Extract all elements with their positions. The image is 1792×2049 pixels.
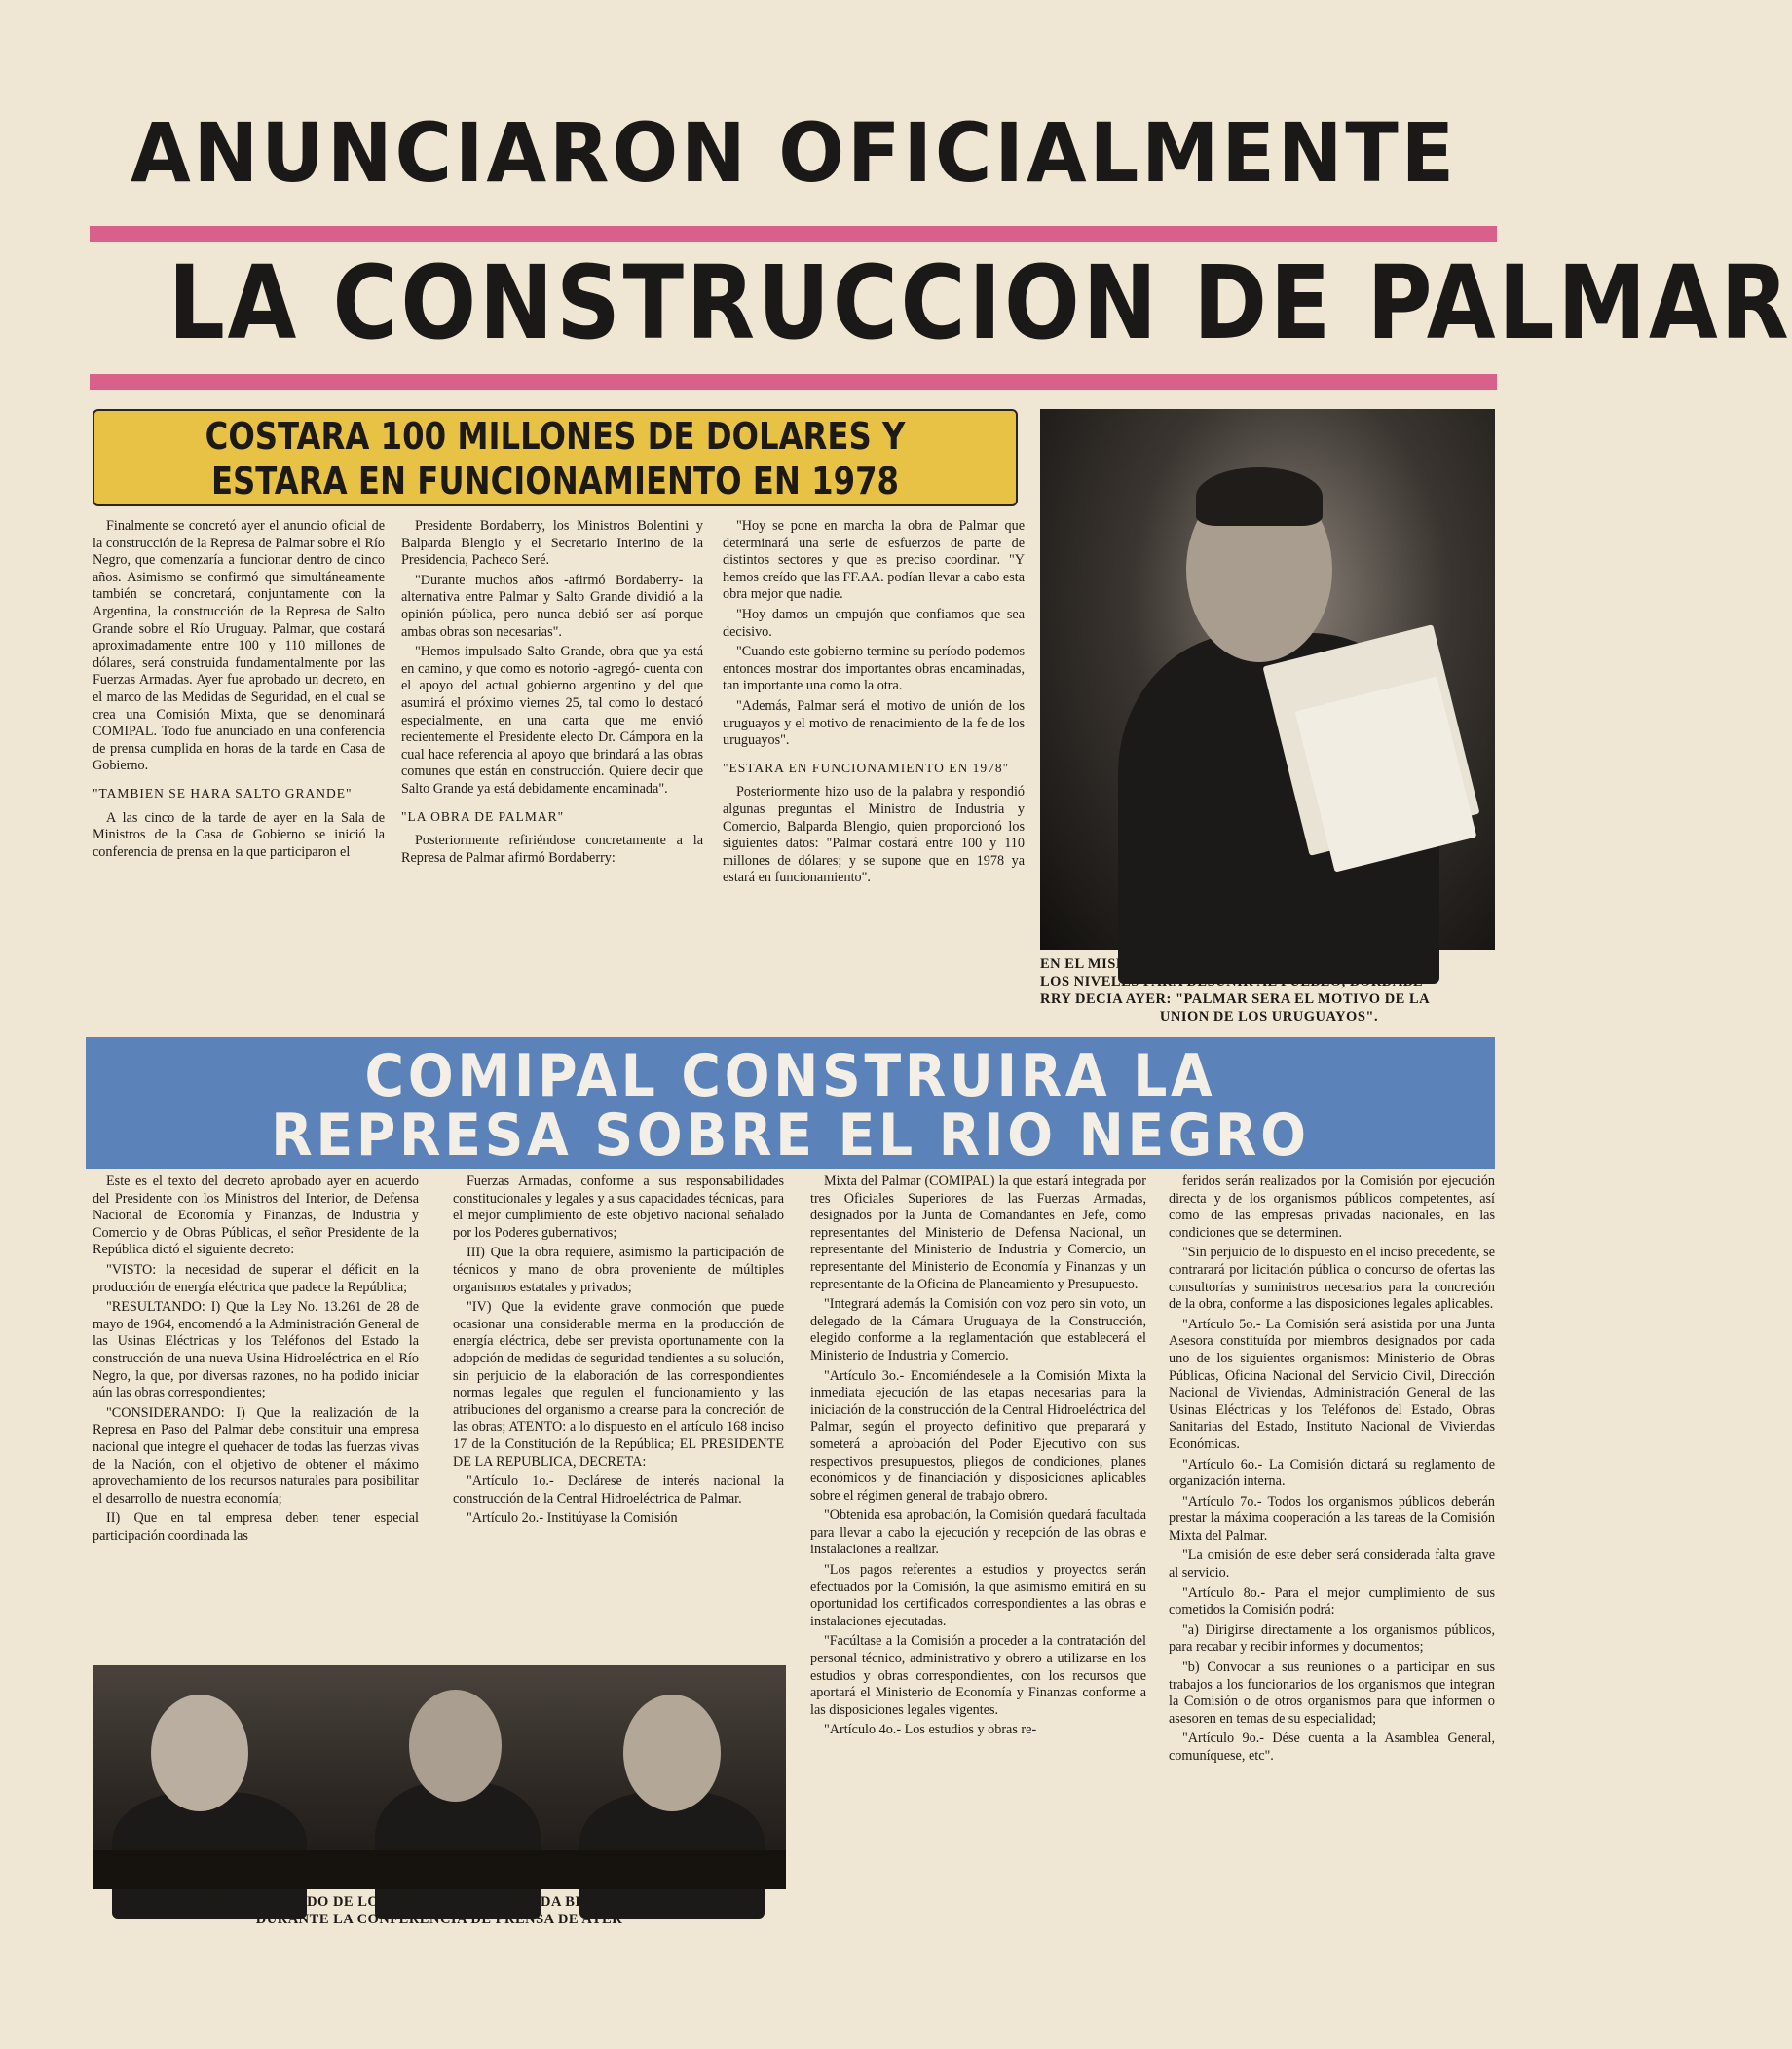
paragraph: "Artículo 3o.- Encomiéndesele a la Comisión Mixta la inmediata ejecución de las etapas necesarias para la iniciación de la construcción de la Central Hidroeléctrica del Palmar, según el proyecto definitivo que preparará y someterá a aprobación del Poder Ejecutivo con sus respectivos presupuestos, pliegos de condiciones, planes económicos y de financiación y disposiciones aplicables sobre el régimen general de trabajo obrero. (810, 1367, 1146, 1504)
paragraph: Posteriormente refiriéndose concretamente a la Represa de Palmar afirmó Bordaberry: (401, 833, 703, 866)
comipal-banner (86, 1037, 1495, 1169)
paragraph: "Los pagos referentes a estudios y proyectos serán efectuados por la Comisión, la que asimismo emitirá en su oportunidad los certificados correspondientes a las obras e instalaciones ejecutadas. (810, 1562, 1146, 1629)
paragraph: "Facúltase a la Comisión a proceder a la contratación del personal técnico, administrativo y obrero a utilizarse en los estudios y obras correspondientes, con los recursos que aportará el Ministerio de Economía y Finanzas conforme a las disposiciones legales vigentes. (810, 1633, 1146, 1718)
paragraph: "Artículo 6o.- La Comisión dictará su reglamento de organización interna. (1169, 1456, 1495, 1490)
paragraph: "Hoy damos un empujón que confiamos que sea decisivo. (723, 606, 1025, 640)
paragraph: "Hemos impulsado Salto Grande, obra que ya está en camino, y que como es notorio -agregó- cuenta con el apoyo del actual gobierno argentino y del que asumirá el próximo viernes 25, tal como lo destacó especialmente, en una carta que me envió recientemente el Presidente electo Dr. Cámpora en la cual hace referencia al apoyo que brindará a las obras comunes que están en construcción. Quiere decir que Salto Grande ya está debidamente encaminada". (401, 644, 703, 797)
photo-press-conference (93, 1665, 786, 1889)
paragraph: "Artículo 9o.- Dése cuenta a la Asamblea General, comuníquese, etc". (1169, 1731, 1495, 1764)
paragraph: "Sin perjuicio de lo dispuesto en el inciso precedente, se contrarará por licitación pública o concurso de ofertas las consultorías y suministros necesarios para la concreción de la obra, conforme a las disposiciones legales aplicables. (1169, 1245, 1495, 1313)
paragraph: "Artículo 7o.- Todos los organismos públicos deberán prestar la máxima cooperación a las tareas de la Comisión Mixta del Palmar. (1169, 1493, 1495, 1544)
article1-column-3 (723, 518, 1025, 1024)
subheading-salto-grande: "TAMBIEN SE HARA SALTO GRANDE" (93, 785, 353, 801)
paragraph: Este es el texto del decreto aprobado ayer en acuerdo del Presidente con los Ministros del Interior, de Defensa Nacional de Economía y Finanzas, de Industria y Comercio y de Obras Públicas, el señor Presidente de la República dictó el siguiente decreto: (93, 1174, 419, 1258)
paragraph: "a) Dirigirse directamente a los organismos públicos, para recabar y recibir informes y documentos; (1169, 1621, 1495, 1656)
decree-column-4 (1169, 1174, 1495, 1914)
paragraph: "Artículo 2o.- Institúyase la Comisión (467, 1510, 678, 1527)
decree-column-2 (453, 1174, 784, 1660)
paragraph: "CONSIDERANDO: I) Que la realización de la Represa en Paso del Palmar debe constituir una empresa nacional que integre el quehacer de todas las fuerzas vivas de la Nación, con el objetivo de obtener el máximo aprovechamiento de los recursos naturales para posibilitar el desarrollo de nuestra economía; (93, 1404, 419, 1507)
paragraph: III) Que la obra requiere, asimismo la participación de técnicos y mano de obra proveniente de múltiples organismos estatales y privados; (453, 1245, 784, 1295)
article1-column-1 (93, 518, 385, 1024)
paragraph: "Artículo 5o.- La Comisión será asistida por una Junta Asesora constituída por miembros designados por cada uno de los siguientes organismos: Ministerio de Obras Públicas, Oficina Nacional del Servicio Civil, Dirección Nacional de Viviendas, Administración General de las Usinas Eléctricas y los Teléfonos del Estado, Obras Sanitarias del Estado, Instituto Nacional de Viviendas Económicas. (1169, 1316, 1495, 1452)
paragraph: Fuerzas Armadas, conforme a sus responsabilidades constitucionales y legales y a sus capacidades técnicas, para el mejor cumplimiento de este objetivo nacional señalado por los Poderes gubernativos; (453, 1174, 784, 1241)
paragraph: "Durante muchos años -afirmó Bordaberry- la alternativa entre Palmar y Salto Grande dividió a la opinión pública, pero nunca debió ser así porque ambas obras son necesarias". (401, 572, 703, 640)
photo1-caption-line-4: UNION DE LOS URUGUAYOS". (1159, 1009, 1379, 1024)
headline-line-1: ANUNCIARON OFICIALMENTE (130, 105, 1458, 201)
photo2-caption-line-2: DURANTE LA CONFERENCIA DE PRENSA DE AYER (255, 1912, 623, 1927)
paragraph: "Artículo 8o.- Para el mejor cumplimiento de sus cometidos la Comisión podrá: (1169, 1584, 1495, 1619)
paragraph: "b) Convocar a sus reuniones o a participar en sus trabajos a los funcionarios de los organismos que integran la Comisión o de otros organismos para que informen o asesoren en temas de su especialidad; (1169, 1659, 1495, 1727)
article1-column-2 (401, 518, 703, 1024)
paragraph: Mixta del Palmar (COMIPAL) la que estará integrada por tres Oficiales Superiores de las Fuerzas Armadas, designados por la Junta de Comandantes en Jefe, como representantes del Ministerio de Defensa Nacional, un representante del Ministerio de Industria y Comercio, un representante del Ministerio de Economía y Finanzas y un representante de la Oficina de Planeamiento y Presupuesto. (810, 1174, 1146, 1292)
paragraph: "Hoy se pone en marcha la obra de Palmar que determinará una serie de esfuerzos de parte de distintos sectores y que es preciso coordinar. "Y hemos creído que las FF.AA. podían llevar a cabo esta obra mejor que nadie. (723, 518, 1025, 603)
subhead-line-1: COSTARA 100 MILLONES DE DOLARES Y (205, 415, 906, 458)
decree-column-1 (93, 1174, 419, 1660)
banner-line-1: COMIPAL CONSTRUIRA LA (364, 1042, 1216, 1110)
banner-line-2: REPRESA SOBRE EL RIO NEGRO (271, 1101, 1310, 1170)
paragraph: "Cuando este gobierno termine su período podemos entonces mostrar dos importantes obras encaminadas, tan importante una como la otra. (723, 644, 1025, 694)
photo-bordaberry-papers (1040, 409, 1495, 950)
paragraph: A las cinco de la tarde de ayer en la Sala de Ministros de la Casa de Gobierno se inició la conferencia de prensa en la que participaron el (93, 809, 385, 860)
paragraph: "VISTO: la necesidad de superar el déficit en la producción de energía eléctrica que padece la República; (93, 1261, 419, 1295)
paragraph: Finalmente se concretó ayer el anuncio oficial de la construcción de la Represa de Palmar sobre el Río Negro, que comenzaría a funcionar dentro de cinco años. Asimismo se confirmó que simultáneamente también se concretará, conjuntamente con la Argentina, la construcción de la Represa de Salto Grande sobre el Río Uruguay. Palmar, que costará aproximadamente entre 100 y 110 millones de dólares, será construida fundamentalmente por las Fuerzas Armadas. Ayer fue aprobado un decreto, en el marco de las Medidas de Seguridad, en el cual se crea una Comisión Mixta, que se denominará COMIPAL. Todo fue anunciado en una conferencia de prensa cumplida en horas de la tarde en Casa de Gobierno. (93, 518, 385, 774)
photo2-caption-line-1: BORDABERRY, RODEADO DE LOS MINISTROS BALPARDA BLENGIO Y BOLENTINI (141, 1894, 737, 1910)
subheading-funcionamiento: "ESTARA EN FUNCIONAMIENTO EN 1978" (723, 760, 1010, 775)
photo2-caption (93, 1893, 786, 1928)
paragraph: "IV) Que la evidente grave conmoción que puede ocasionar una considerable merma en la producción de energía eléctrica, debe ser prevista oportunamente con la adopción de medidas de seguridad tendientes a su solución, sin perjuicio de la elaboración de las correspondientes normas legales que regulen el funcionamiento y las atribuciones del organismo a crearse para la concreción de las obras; ATENTO: a lo dispuesto en el artículo 168 inciso 17 de la Constitución de la República; EL PRESIDENTE DE LA REPUBLICA, DECRETA: (453, 1299, 784, 1470)
pink-rule-top (90, 226, 1497, 242)
paragraph: "RESULTANDO: I) Que la Ley No. 13.261 de 28 de mayo de 1964, encomendó a la Administración General de las Usinas Eléctricas y los Teléfonos del Estado la construcción de una nueva Usina Hidroeléctrica en el Río Negro, la que, por diversas razones, no ha podido iniciar aún las obras correspondientes; (93, 1299, 419, 1401)
headline-line-2: LA CONSTRUCCION DE PALMAR (168, 243, 1792, 362)
paragraph: Posteriormente hizo uso de la palabra y respondió algunas preguntas el Ministro de Industria y Comercio, Balparda Blengio, quien proporcionó los siguientes datos: "Palmar costará entre 100 y 110 millones de dólares; y se supone que en 1978 ya estará en funcionamiento". (723, 784, 1025, 886)
paragraph: II) Que en tal empresa deben tener especial participación coordinada las (93, 1510, 419, 1544)
decree-column-3 (810, 1174, 1146, 1894)
paragraph: Presidente Bordaberry, los Ministros Bolentini y Balparda Blengio y el Secretario Interino de la Presidencia, Pacheco Seré. (401, 518, 703, 569)
paragraph: feridos serán realizados por la Comisión por ejecución directa y de los organismos públicos competentes, así como de las empresas privadas nacionales, en las condiciones que se determinen. (1169, 1174, 1495, 1241)
subhead-box (93, 409, 1018, 506)
photo1-caption-line-3: RRY DECIA AYER: "PALMAR SERA EL MOTIVO DE LA (1040, 991, 1431, 1007)
photo1-caption (1040, 955, 1498, 1025)
pink-rule-bottom (90, 374, 1497, 390)
photo1-caption-line-2: LOS NIVELES PARA DESUNIR AL PUEBLO, BORDABE- (1040, 974, 1429, 989)
subheading-obra-palmar: "LA OBRA DE PALMAR" (401, 808, 565, 824)
paragraph: "Integrará además la Comisión con voz pero sin voto, un delegado de la Cámara Uruguaya de la Construcción, elegido conforme a la reglamentación que establecerá el Ministerio de Industria y Comercio. (810, 1296, 1146, 1363)
paragraph: "La omisión de este deber será considerada falta grave al servicio. (1169, 1547, 1495, 1582)
paragraph: "Artículo 1o.- Declárese de interés nacional la construcción de la Central Hidroeléctrica de Palmar. (453, 1473, 784, 1507)
paragraph: "Obtenida esa aprobación, la Comisión quedará facultada para llevar a cabo la ejecución y recepción de las obras e instalaciones a realizar. (810, 1508, 1146, 1558)
subhead-line-2: ESTARA EN FUNCIONAMIENTO EN 1978 (210, 460, 900, 503)
paragraph: "Además, Palmar será el motivo de unión de los uruguayos y el motivo de renacimiento de la fe de los uruguayos". (723, 697, 1025, 749)
photo1-caption-line-1: EN EL MISMO MOMENTO QUE MANIOBRABA A TODOS (1040, 956, 1438, 972)
paragraph: "Artículo 4o.- Los estudios y obras re- (824, 1722, 1037, 1738)
